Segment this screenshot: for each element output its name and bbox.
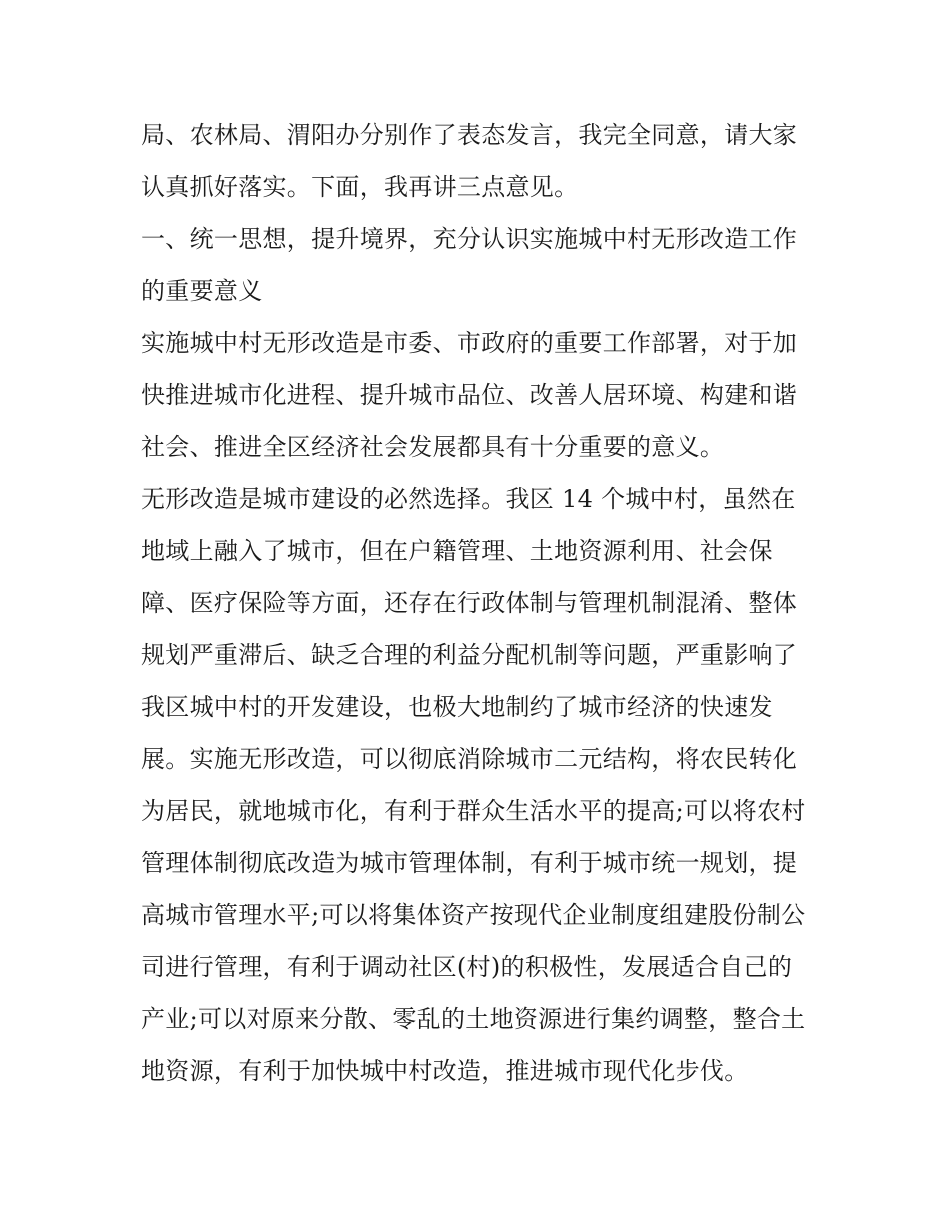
document-body <box>141 109 813 1097</box>
section-heading-1: 一、统一思想，提升境界，充分认识实施城中村无形改造工作的重要意义 <box>141 225 798 305</box>
paragraph-opening: 局、农林局、渭阳办分别作了表态发言，我完全同意，请大家认真抓好落实。下面，我再讲三点意见。 <box>141 121 798 201</box>
paragraph-transformation: 无形改造是城市建设的必然选择。我区 14 个城中村，虽然在地域上融入了城市，但在户籍管理、土地资源利用、社会保障、医疗保险等方面，还存在行政体制与管理机制混淆、整体规划严重滞后、缺乏合理的利益分配机制等问题，严重影响了我区城中村的开发建设，也极大地制约了城市经济的快速发展。实施无形改造，可以彻底消除城市二元结构，将农民转化为居民，就地城市化，有利于群众生活水平的提高;可以将农村管理体制彻底改造为城市管理体制，有利于城市统一规划，提高城市管理水平;可以将集体资产按现代企业制度组建股份制公司进行管理，有利于调动社区(村)的积极性，发展适合自己的产业;可以对原来分散、零乱的土地资源进行集约调整，整合土地资源，有利于加快城中村改造，推进城市现代化步伐。 <box>141 485 806 1085</box>
paragraph-significance: 实施城中村无形改造是市委、市政府的重要工作部署，对于加快推进城市化进程、提升城市品位、改善人居环境、构建和谐社会、推进全区经济社会发展都具有十分重要的意义。 <box>141 329 798 461</box>
